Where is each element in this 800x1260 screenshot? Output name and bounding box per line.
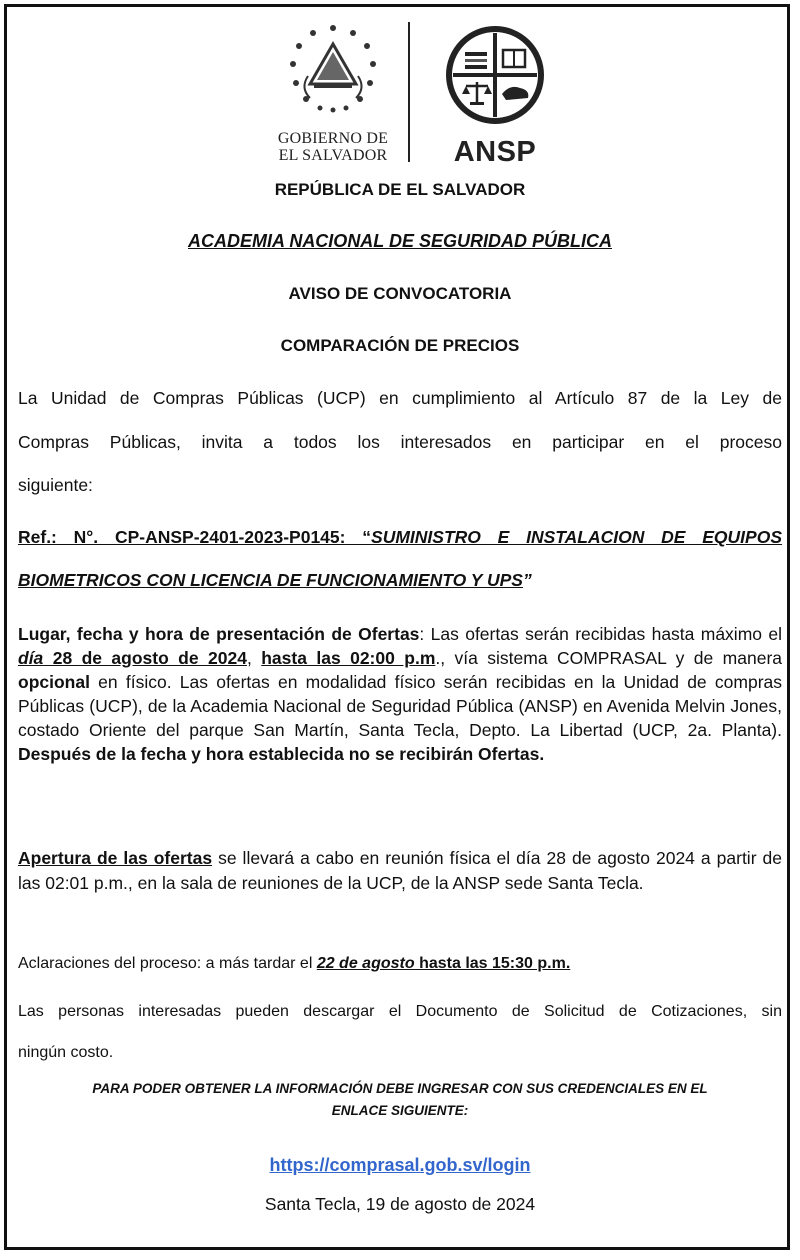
submission-optional: opcional: [18, 672, 90, 692]
clarifications-line: [18, 955, 782, 973]
link-row: [0, 1155, 800, 1176]
submission-text-3: ., vía sistema COMPRASAL y de manera: [435, 648, 783, 668]
submission-time: hasta las 02:00 p.m: [261, 648, 436, 668]
logo-divider: [408, 22, 410, 162]
ref-title-part-2: BIOMETRICOS CON LICENCIA DE FUNCIONAMIENTO Y UPS: [18, 570, 523, 590]
gov-line-1: GOBIERNO DE: [277, 130, 389, 147]
submission-fecha: 28 de agosto de 2024: [43, 648, 247, 668]
opening-label: Apertura de las ofertas: [18, 848, 213, 868]
credentials-line-2: ENLACE SIGUIENTE:: [331, 1103, 469, 1118]
submission-date: [18, 648, 247, 668]
intro-line-1: La Unidad de Compras Públicas (UCP) en cumplimiento al Artículo 87 de la Ley de: [18, 388, 782, 408]
ref-title-part-1: SUMINISTRO E INSTALACION DE EQUIPOS: [371, 527, 782, 547]
download-line-2: ningún costo.: [18, 1044, 114, 1061]
republic-title: REPÚBLICA DE EL SALVADOR: [274, 180, 526, 199]
submission-text-1: : Las ofertas serán recibidas hasta máximo el: [419, 624, 782, 644]
submission-warning: Después de la fecha y hora establecida no se recibirán Ofertas.: [18, 744, 545, 764]
comprasal-login-link[interactable]: https://comprasal.gob.sv/login: [269, 1155, 531, 1175]
place-date: Santa Tecla, 19 de agosto de 2024: [264, 1194, 536, 1214]
credentials-line-1: PARA PODER OBTENER LA INFORMACIÓN DEBE INGRESAR CON SUS CREDENCIALES EN EL: [92, 1081, 708, 1096]
opening-paragraph: [18, 846, 782, 896]
notice-title: AVISO DE CONVOCATORIA: [288, 284, 512, 303]
gov-logo-text: [270, 130, 396, 164]
intro-line-3: siguiente:: [18, 475, 93, 495]
ansp-logo-text: ANSP: [453, 136, 537, 168]
submission-label: Lugar, fecha y hora de presentación de Ofertas: [18, 624, 420, 644]
clarifications-time: hasta las 15:30 p.m.: [414, 955, 571, 972]
gov-line-2: EL SALVADOR: [278, 147, 388, 164]
download-line-1: Las personas interesadas pueden descargar el Documento de Solicitud de Cotizaciones, sin: [18, 1003, 782, 1020]
clarifications-text: Aclaraciones del proceso: a más tardar el: [18, 955, 317, 972]
ref-code: Ref.: N°. CP-ANSP-2401-2023-P0145: “: [18, 527, 372, 547]
clarifications-deadline: [317, 955, 570, 972]
header-logos: [270, 18, 550, 168]
submission-paragraph: [18, 622, 782, 766]
academy-title: ACADEMIA NACIONAL DE SEGURIDAD PÚBLICA: [187, 231, 612, 251]
submission-text-4: en físico. Las ofertas en modalidad físico serán recibidas en la Unidad de compras Públicas (UCP), de la Academia Nacional de Seguridad Pública (ANSP) en Avenida Melvin Jones, costado Oriente del parque San Martín, Santa Tecla, Depto. La Libertad (UCP, 2a. Planta).: [18, 672, 782, 740]
submission-text-2: ,: [246, 648, 262, 668]
opening-text: se llevará a cabo en reunión física el día 28 de agosto 2024 a partir de las 02:01 p.m., en la sala de reuniones de la UCP, de la ANSP sede Santa Tecla.: [18, 848, 782, 893]
type-title: COMPARACIÓN DE PRECIOS: [280, 336, 520, 355]
ref-close-quote: ”: [522, 570, 532, 590]
submission-dia: día: [18, 648, 44, 668]
clarifications-date: 22 de agosto: [316, 955, 415, 972]
ref-line-2: [18, 570, 782, 591]
intro-line-2: Compras Públicas, invita a todos los interesados en participar en el proceso: [18, 432, 782, 452]
ref-line-1: [18, 527, 782, 548]
